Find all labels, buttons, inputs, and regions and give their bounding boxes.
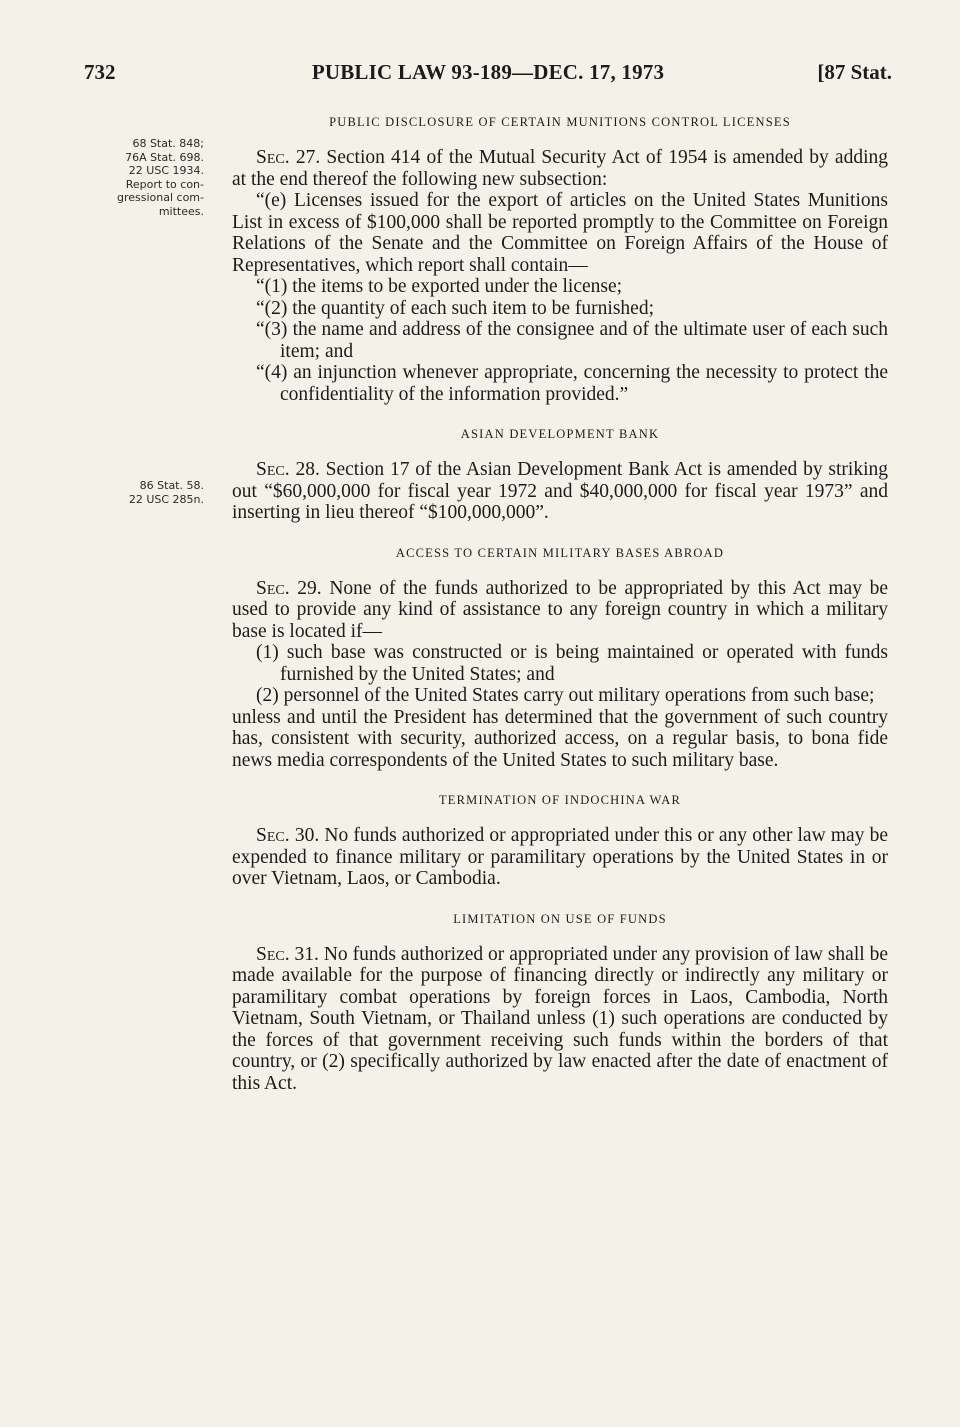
page-header <box>84 60 892 90</box>
sec-label: Sec. <box>256 943 290 965</box>
section-heading: ASIAN DEVELOPMENT BANK <box>460 427 660 441</box>
section-heading: LIMITATION ON USE OF FUNDS <box>453 911 667 926</box>
clause-1: “(1) the items to be exported under the license; <box>256 276 623 297</box>
margin-note-line: 22 USC 285n. <box>128 492 204 506</box>
margin-note-line: 22 USC 1934. <box>128 164 204 177</box>
subsection-e: “(e) Licenses issued for the export of articles on the United States Munitions List in excess of $100,000 shall be reported promptly to the Committee on Foreign Relations of the Senate and the Committee on Foreign Affairs of the House of Representatives, which report shall contain— <box>232 190 888 276</box>
section-heading: PUBLIC DISCLOSURE OF CERTAIN MUNITIONS CONTROL LICENSES <box>329 115 791 129</box>
margin-note-line: Report to con- <box>125 177 204 191</box>
paragraph-text: 31. No funds authorized or appropriated under any provision of law shall be made available for the purpose of financing directly or indirectly any military or paramilitary combat operations by foreign forces in Laos, Cambodia, North Vietnam, South Vietnam, or Thailand unless (1) such operations are conducted by the forces of that government receiving such funds within the borders of that country, or (2) specifically authorized by law enacted after the date of enactment of this Act. <box>232 943 888 1094</box>
margin-note-line: 86 Stat. 58. <box>139 479 204 492</box>
paragraph-text: 30. No funds authorized or appropriated under this or any other law may be expended to finance military or paramilitary operations by the United States in or over Vietnam, Laos, or Cambodia. <box>232 825 888 889</box>
clause-2: “(2) the quantity of each such item to be furnished; <box>256 297 654 319</box>
running-title: PUBLIC LAW 93-189—DEC. 17, 1973 <box>311 60 665 84</box>
clause-4: “(4) an injunction whenever appropriate, concerning the necessity to protect the confidentiality of the information provided.” <box>256 362 888 405</box>
closing-paragraph: unless and until the President has determined that the government of such country has, consistent with security, authorized access, on a regular basis, to bona fide news media correspondents of the United States to such military base. <box>232 706 888 771</box>
margin-note-line: mittees. <box>158 204 204 218</box>
document-body <box>232 111 888 1094</box>
page-number: 732 <box>84 60 116 84</box>
volume-reference: [87 Stat. <box>817 60 892 84</box>
section-29-paragraph <box>232 578 888 643</box>
paragraph-text: 27. Section 414 of the Mutual Security Act of 1954 is amended by adding at the end thereof the following new subsection: <box>232 147 889 190</box>
section-30-paragraph <box>232 825 888 890</box>
clause-2: (2) personnel of the United States carry out military operations from such base; <box>256 685 875 706</box>
margin-note-sec27 <box>64 137 204 218</box>
margin-note-sec28 <box>64 479 204 506</box>
paragraph-text: 29. None of the funds authorized to be appropriated by this Act may be used to provide any kind of assistance to any foreign country in which a military base is located if— <box>232 577 889 642</box>
margin-note-line: 68 Stat. 848; <box>132 137 204 150</box>
section-heading: TERMINATION OF INDOCHINA WAR <box>438 793 682 807</box>
clause-1: (1) such base was constructed or is being maintained or operated with funds furnished by the United States; and <box>256 642 888 685</box>
section-heading: ACCESS TO CERTAIN MILITARY BASES ABROAD <box>395 545 725 560</box>
section-31-paragraph <box>232 944 888 1095</box>
sec-label: Sec. <box>256 825 290 846</box>
section-28-paragraph <box>232 459 888 524</box>
clause-3: “(3) the name and address of the consignee and of the ultimate user of each such item; and <box>256 319 888 362</box>
paragraph-text: 28. Section 17 of the Asian Development Bank Act is amended by striking out “$60,000,000 for fiscal year 1972 and $40,000,000 for fiscal year 1973” and inserting in lieu thereof “$100,000,000”. <box>232 459 888 523</box>
sec-label: Sec. <box>256 147 290 168</box>
margin-note-line: gressional com- <box>116 191 204 204</box>
sec-label: Sec. <box>256 459 290 480</box>
margin-note-line: 76A Stat. 698. <box>125 150 204 164</box>
section-27-paragraph <box>232 147 888 190</box>
sec-label: Sec. <box>256 577 290 599</box>
